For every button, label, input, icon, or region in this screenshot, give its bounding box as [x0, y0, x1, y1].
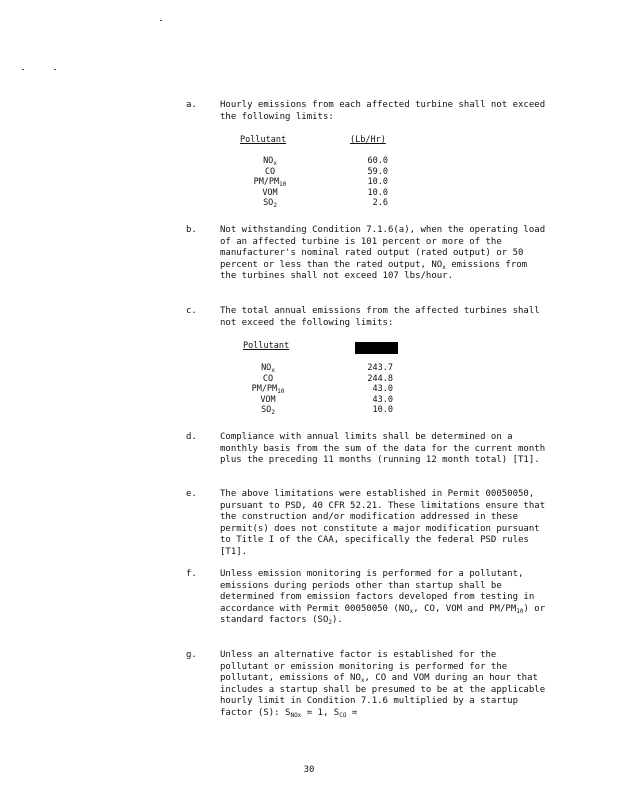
item-letter: b.	[186, 225, 197, 235]
table-cell: $PM/PM_{10}$	[251, 384, 285, 395]
item-letter: e.	[186, 489, 197, 499]
table-cell: $PM/PM_{10}$	[253, 177, 287, 188]
table-cell: $SO_2$	[261, 405, 275, 416]
table-cell: 10.0	[367, 177, 388, 187]
condition-item-f	[186, 569, 546, 627]
table-cell: 244.8	[367, 373, 393, 384]
hourly-emissions-table	[240, 135, 400, 215]
table-cell: 10.0	[367, 187, 388, 198]
table-cell: VOM	[260, 394, 276, 405]
table-cell: 60.0	[367, 156, 388, 166]
scan-speck	[22, 69, 24, 70]
table-header-pollutant: Pollutant	[243, 341, 290, 351]
item-text: Compliance with annual limits shall be determined on a monthly basis from the sum of the data for the current month plus the preceding 11 months (running 12 month total) [T1].	[220, 432, 546, 465]
item-letter: a.	[186, 100, 197, 110]
scan-speck	[54, 69, 56, 70]
table-cell: VOM	[262, 187, 278, 198]
scan-speck	[160, 20, 162, 21]
condition-item-e	[186, 489, 546, 558]
annual-emissions-table	[243, 341, 403, 421]
item-text: Unless emission monitoring is performed for a pollutant, emissions during periods other than startup shall be determined from emission factors developed from testing in accordance with Permit 00050050 ($NO_x$, CO, VOM and $PM/PM_{10}$) or standard factors $(SO_2)$.	[220, 569, 546, 626]
item-letter: c.	[186, 306, 197, 316]
item-letter: f.	[186, 569, 197, 579]
item-text: Unless an alternative factor is established for the pollutant or emission monitoring is performed for the pollutant, emissions of $NO_x$, CO and VOM during an hour that includes a startup shall be presumed to be at the applicable hourly limit in Condition 7.1.6 multiplied by a startup factor (S): $S_{NOx} = 1$, $S_{CO}$ =	[220, 650, 546, 719]
item-text: The total annual emissions from the affected turbines shall not exceed the following limits:	[220, 306, 540, 328]
redacted-header	[355, 342, 398, 354]
item-letter: d.	[186, 432, 197, 442]
table-cell: 43.0	[372, 394, 393, 405]
condition-item-c	[186, 306, 546, 329]
condition-item-g	[186, 650, 546, 719]
table-header-lb-hr: (Lb/Hr)	[350, 135, 386, 145]
page-number: 30	[303, 765, 315, 775]
value-column	[350, 156, 388, 209]
pollutant-column	[240, 156, 300, 209]
condition-item-b	[186, 225, 546, 283]
table-cell: 10.0	[372, 405, 393, 415]
value-column	[355, 363, 393, 416]
pollutant-column	[243, 363, 293, 416]
item-text: Hourly emissions from each affected turbine shall not exceed the following limits:	[220, 100, 546, 122]
item-text: Not withstanding Condition 7.1.6(a), when the operating load of an affected turbine is 101 percent or more of the manufacturer's nominal rated output (rated output) or 50 percent or less than the rated output, $NO_x$ emissions from the turbines shall not exceed 107 lbs/hour.	[220, 225, 546, 281]
table-header-pollutant: Pollutant	[240, 135, 287, 145]
condition-item-a	[186, 100, 546, 123]
table-cell: 43.0	[372, 384, 393, 394]
table-cell: CO	[264, 166, 276, 177]
table-cell: 2.6	[372, 198, 388, 208]
table-cell: 59.0	[367, 166, 388, 177]
item-text: The above limitations were established in Permit 00050050, pursuant to PSD, 40 CFR 52.21. These limitations ensure that the construction and/or modification addressed in these permit(s) does not constitute a major modification pursuant to Title I of the CAA, specifically the federal PSD rules [T1].	[220, 489, 546, 557]
condition-item-d	[186, 432, 546, 467]
table-cell: CO	[262, 373, 274, 384]
table-cell: $NO_x$	[263, 156, 277, 167]
table-cell: 243.7	[367, 363, 393, 373]
table-cell: $NO_x$	[261, 363, 275, 374]
table-cell: $SO_2$	[263, 198, 277, 209]
item-letter: g.	[186, 650, 197, 660]
